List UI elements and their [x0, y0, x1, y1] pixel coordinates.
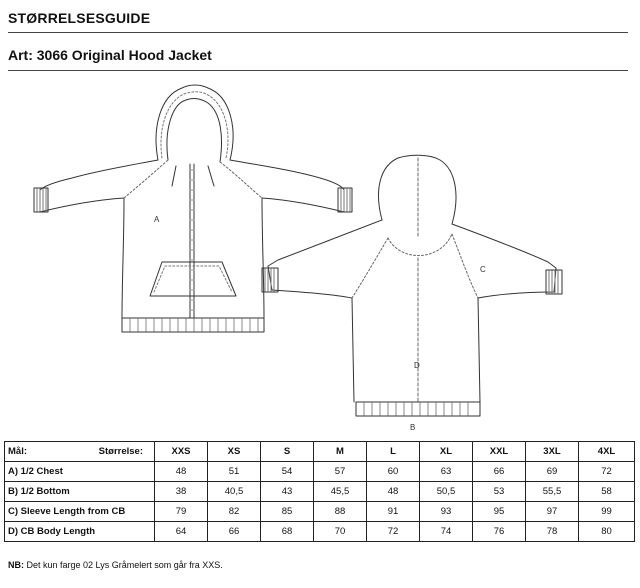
size-header: XXS	[155, 442, 208, 462]
size-header: 3XL	[526, 442, 579, 462]
front-hem-band	[122, 318, 264, 332]
table-cell: 63	[420, 462, 473, 482]
drawstring-left	[172, 166, 176, 186]
front-body-left	[122, 198, 124, 318]
size-label: Størrelse:	[98, 446, 143, 457]
table-row	[5, 462, 635, 482]
table-cell: 93	[420, 502, 473, 522]
table-cell: 45,5	[314, 482, 367, 502]
table-cell: 99	[579, 502, 635, 522]
table-cell: 48	[155, 462, 208, 482]
size-header: XXL	[473, 442, 526, 462]
table-cell: 91	[367, 502, 420, 522]
front-left-sleeve	[40, 160, 158, 212]
back-hood-outline	[379, 155, 456, 224]
table-corner-header	[5, 442, 155, 462]
table-cell: 50,5	[420, 482, 473, 502]
back-body-left	[352, 298, 354, 402]
row-label: B) 1/2 Bottom	[5, 482, 155, 502]
back-hem-band	[356, 402, 480, 416]
table-cell: 76	[473, 522, 526, 542]
size-header: XS	[208, 442, 261, 462]
table-cell: 82	[208, 502, 261, 522]
footnote	[8, 560, 223, 570]
size-header: M	[314, 442, 367, 462]
table-cell: 66	[473, 462, 526, 482]
table-cell: 80	[579, 522, 635, 542]
back-label-b: B	[410, 423, 416, 432]
front-right-sleeve	[230, 160, 344, 212]
back-view	[262, 155, 562, 416]
footnote-prefix: NB:	[8, 560, 24, 570]
table-cell: 54	[261, 462, 314, 482]
table-cell: 53	[473, 482, 526, 502]
table-cell: 74	[420, 522, 473, 542]
front-view	[34, 85, 352, 332]
table-cell: 69	[526, 462, 579, 482]
size-header: L	[367, 442, 420, 462]
table-cell: 51	[208, 462, 261, 482]
table-cell: 66	[208, 522, 261, 542]
back-right-sleeve	[452, 224, 556, 298]
row-label: D) CB Body Length	[5, 522, 155, 542]
table-cell: 68	[261, 522, 314, 542]
front-label-a: A	[154, 215, 160, 224]
row-label: A) 1/2 Chest	[5, 462, 155, 482]
drawstring-right	[208, 166, 214, 186]
back-label-c: C	[480, 265, 486, 274]
size-table	[4, 441, 635, 542]
table-cell: 88	[314, 502, 367, 522]
table-header-row	[5, 442, 635, 462]
table-cell: 64	[155, 522, 208, 542]
table-cell: 78	[526, 522, 579, 542]
table-cell: 72	[579, 462, 635, 482]
size-header: 4XL	[579, 442, 635, 462]
size-header: XL	[420, 442, 473, 462]
table-cell: 79	[155, 502, 208, 522]
row-label: C) Sleeve Length from CB	[5, 502, 155, 522]
table-cell: 57	[314, 462, 367, 482]
table-cell: 40,5	[208, 482, 261, 502]
back-body-right	[478, 298, 480, 402]
table-cell: 60	[367, 462, 420, 482]
back-left-sleeve	[268, 220, 382, 298]
table-cell: 85	[261, 502, 314, 522]
measure-label: Mål:	[8, 446, 27, 457]
table-cell: 55,5	[526, 482, 579, 502]
table-cell: 58	[579, 482, 635, 502]
back-label-d: D	[414, 361, 420, 370]
article-name: Art: 3066 Original Hood Jacket	[8, 47, 212, 63]
front-body-right	[262, 198, 264, 318]
table-cell: 97	[526, 502, 579, 522]
front-hood-opening	[167, 99, 222, 162]
footnote-text: Det kun farge 02 Lys Gråmelert som går fra XXS.	[24, 560, 223, 570]
page-title: STØRRELSESGUIDE	[8, 10, 151, 26]
table-row	[5, 502, 635, 522]
front-zipper	[190, 164, 194, 318]
table-cell: 72	[367, 522, 420, 542]
table-cell: 38	[155, 482, 208, 502]
kangaroo-pocket	[150, 262, 236, 296]
table-cell: 70	[314, 522, 367, 542]
size-header: S	[261, 442, 314, 462]
table-cell: 95	[473, 502, 526, 522]
table-row	[5, 482, 635, 502]
table-cell: 48	[367, 482, 420, 502]
table-row	[5, 522, 635, 542]
table-cell: 43	[261, 482, 314, 502]
